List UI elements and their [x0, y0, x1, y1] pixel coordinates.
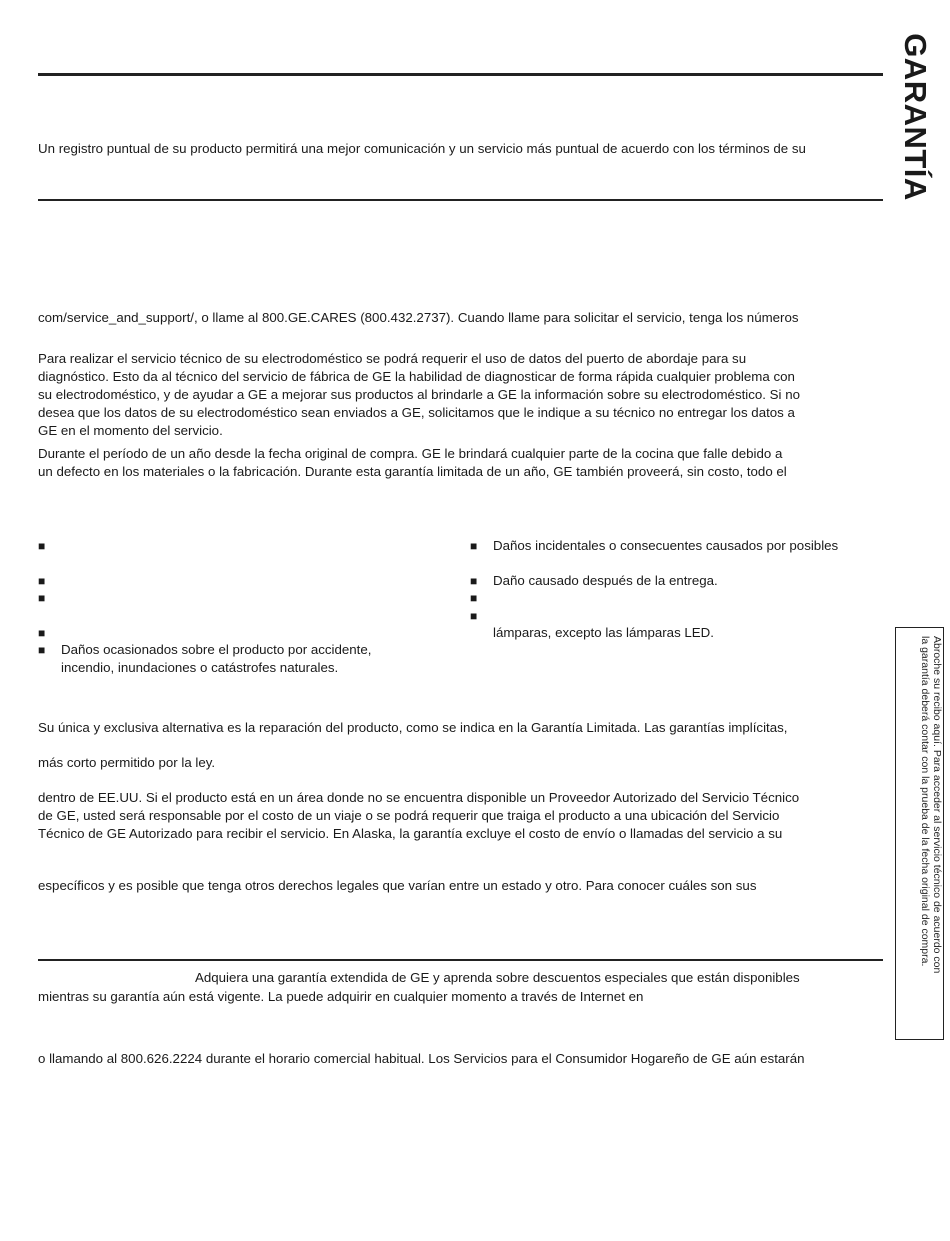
side-title-text: GARANTÍA [898, 33, 934, 201]
extended-section-rule [38, 959, 883, 961]
warranty-period-line: Durante el período de un año desde la fecha original de compra. GE le brindará cualquier parte de la cocina que falle debido a [38, 446, 783, 461]
exclusion-item-text: Daño causado después de la entrega. [493, 573, 718, 588]
service-line: com/service_and_support/, o llame al 800.GE.CARES (800.432.2737). Cuando llame para solicitar el servicio, tenga los números [38, 310, 799, 325]
diagnostics-line: desea que los datos de su electrodoméstico sean enviados a GE, solicitamos que le indique a su técnico no entregar los datos a [38, 405, 795, 420]
bullet-marker: ■ [38, 539, 46, 553]
legal-rights-line: específicos y es posible que tenga otros derechos legales que varían entre un estado y otro. Para conocer cuáles son sus [38, 878, 757, 893]
diagnostics-line: diagnóstico. Esto da al técnico del servicio de fábrica de GE la habilidad de diagnosticar de forma rápida cualquier problema con [38, 369, 795, 384]
coverage-area-paragraph [38, 789, 878, 843]
bullet-marker: ■ [470, 609, 478, 623]
coverage-line: dentro de EE.UU. Si el producto está en un área donde no se encuentra disponible un Proveedor Autorizado del Servicio Técnico [38, 790, 800, 805]
diagnostics-line: Para realizar el servicio técnico de su electrodoméstico se podrá requerir el uso de datos del puerto de abordaje para su [38, 351, 747, 366]
diagnostics-paragraph [38, 350, 878, 440]
receipt-note-line: Abroche su recibo aquí. Para acceder al servicio técnico de acuerdo con [931, 636, 943, 974]
diagnostics-line: su electrodoméstico, y de ayudar a GE a mejorar sus productos al brindarle a GE la información sobre su electrodoméstico. Si no [38, 387, 800, 402]
bullet-marker: ■ [38, 574, 46, 588]
diagnostics-line: GE en el momento del servicio. [38, 423, 223, 438]
exclusion-item-continuation: lámparas, excepto las lámparas LED. [493, 625, 714, 640]
receipt-note-line: la garantía deberá contar con la prueba de la fecha original de compra. [919, 636, 931, 967]
exclusion-item-text: incendio, inundaciones o catástrofes naturales. [61, 660, 339, 675]
receipt-staple-box [895, 627, 944, 1040]
bullet-marker: ■ [470, 574, 478, 588]
exclusion-item-text: Daños incidentales o consecuentes causados por posibles [493, 538, 839, 553]
remedy-line: Su única y exclusiva alternativa es la reparación del producto, como se indica en la Garantía Limitada. Las garantías implícitas, [38, 720, 788, 735]
warranty-period-paragraph [38, 445, 878, 481]
bullet-marker: ■ [38, 591, 46, 605]
section-rule [38, 199, 883, 201]
top-rule [38, 73, 883, 76]
registration-text: Un registro puntual de su producto permitirá una mejor comunicación y un servicio más puntual de acuerdo con los términos de su [38, 141, 806, 156]
extended-warranty-line: o llamando al 800.626.2224 durante el horario comercial habitual. Los Servicios para el Consumidor Hogareño de GE aún estarán [38, 1051, 805, 1066]
coverage-line: de GE, usted será responsable por el costo de un viaje o se podrá requerir que traiga el producto a una ubicación del Servicio [38, 808, 780, 823]
bullet-marker: ■ [470, 591, 478, 605]
bullet-marker: ■ [38, 626, 46, 640]
side-title [885, 32, 945, 202]
bullet-marker: ■ [470, 539, 478, 553]
exclusion-item-text: Daños ocasionados sobre el producto por accidente, [61, 642, 372, 657]
extended-warranty-line: Adquiera una garantía extendida de GE y aprenda sobre descuentos especiales que están disponibles [195, 970, 800, 985]
receipt-note [894, 636, 943, 1049]
bullet-marker: ■ [38, 643, 46, 657]
extended-warranty-line: mientras su garantía aún está vigente. La puede adquirir en cualquier momento a través de Internet en [38, 989, 644, 1004]
coverage-line: Técnico de GE Autorizado para recibir el servicio. En Alaska, la garantía excluye el costo de envío o llamadas del servicio a su [38, 826, 783, 841]
warranty-period-line: un defecto en los materiales o la fabricación. Durante esta garantía limitada de un año, GE también proveerá, sin costo, todo el [38, 464, 787, 479]
remedy-line: más corto permitido por la ley. [38, 755, 216, 770]
